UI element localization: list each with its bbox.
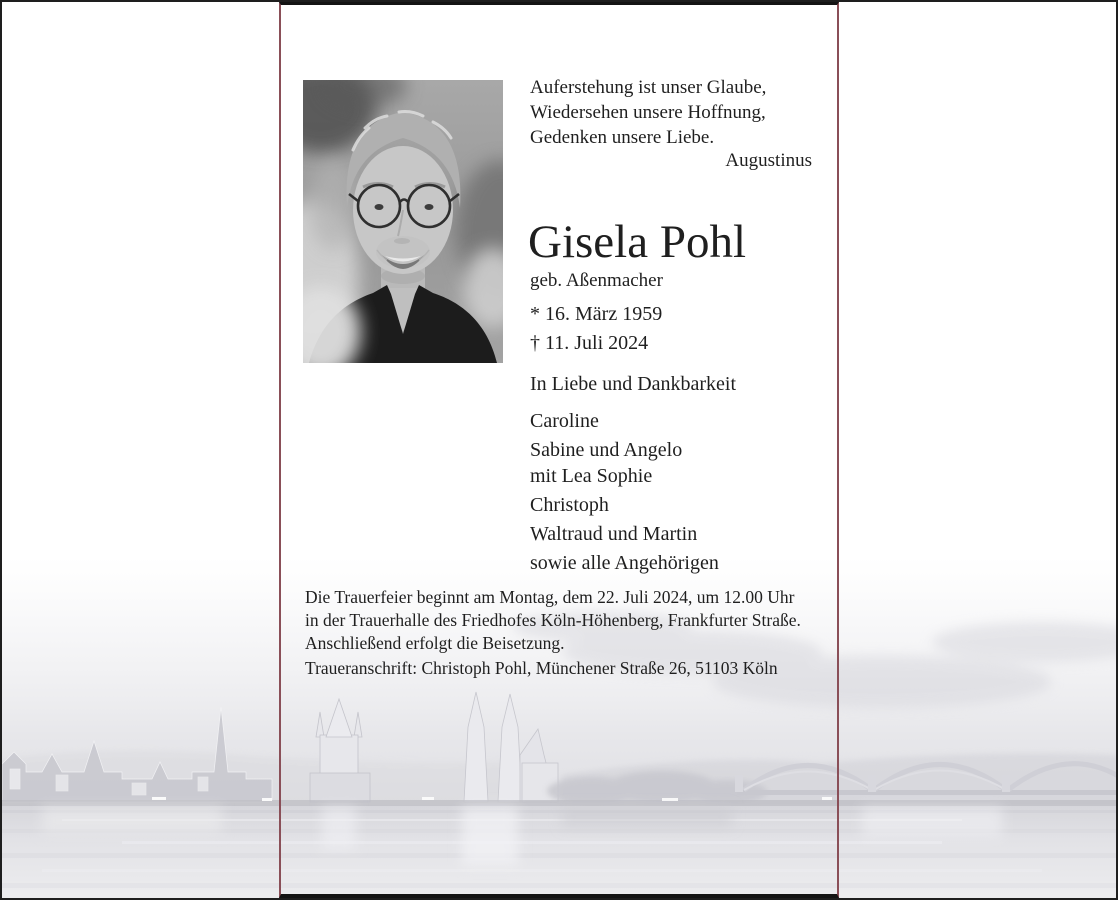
quote-attribution: Augustinus (725, 150, 812, 171)
life-dates (530, 300, 662, 358)
deceased-name: Gisela Pohl (528, 216, 747, 268)
quote-line: Auferstehung ist unser Glaube, (530, 77, 767, 98)
memorial-quote (530, 75, 812, 173)
mourner: mit Lea Sophie (530, 465, 653, 487)
condolence-address: Traueranschrift: Christoph Pohl, Münchener Straße 26, 51103 Köln (305, 658, 778, 678)
funeral-announcement-line: Die Trauerfeier beginnt am Montag, dem 22. Juli 2024, um 12.00 Uhr (305, 587, 795, 607)
mourner: Waltraud und Martin (530, 523, 698, 545)
maiden-name: geb. Aßenmacher (530, 270, 663, 291)
funeral-info (305, 586, 801, 680)
mourners-list (530, 408, 719, 576)
tribute-line: In Liebe und Dankbarkeit (530, 373, 737, 395)
portrait-photo-image (303, 80, 503, 363)
mourner: Caroline (530, 410, 599, 432)
death-date: † 11. Juli 2024 (530, 332, 649, 354)
mourner: Sabine und Angelo (530, 439, 683, 461)
quote-line: Wiedersehen unsere Hoffnung, (530, 102, 766, 123)
mourner: sowie alle Angehörigen (530, 552, 719, 574)
quote-line: Gedenken unsere Liebe. (530, 127, 715, 148)
notice-content (2, 2, 1116, 898)
burial-note: Anschließend erfolgt die Beisetzung. (305, 633, 565, 653)
birth-date: * 16. März 1959 (530, 303, 663, 325)
funeral-announcement-line: in der Trauerhalle des Friedhofes Köln-Höhenberg, Frankfurter Straße. (305, 610, 801, 630)
portrait-photo (303, 80, 503, 363)
mourner: Christoph (530, 494, 609, 516)
